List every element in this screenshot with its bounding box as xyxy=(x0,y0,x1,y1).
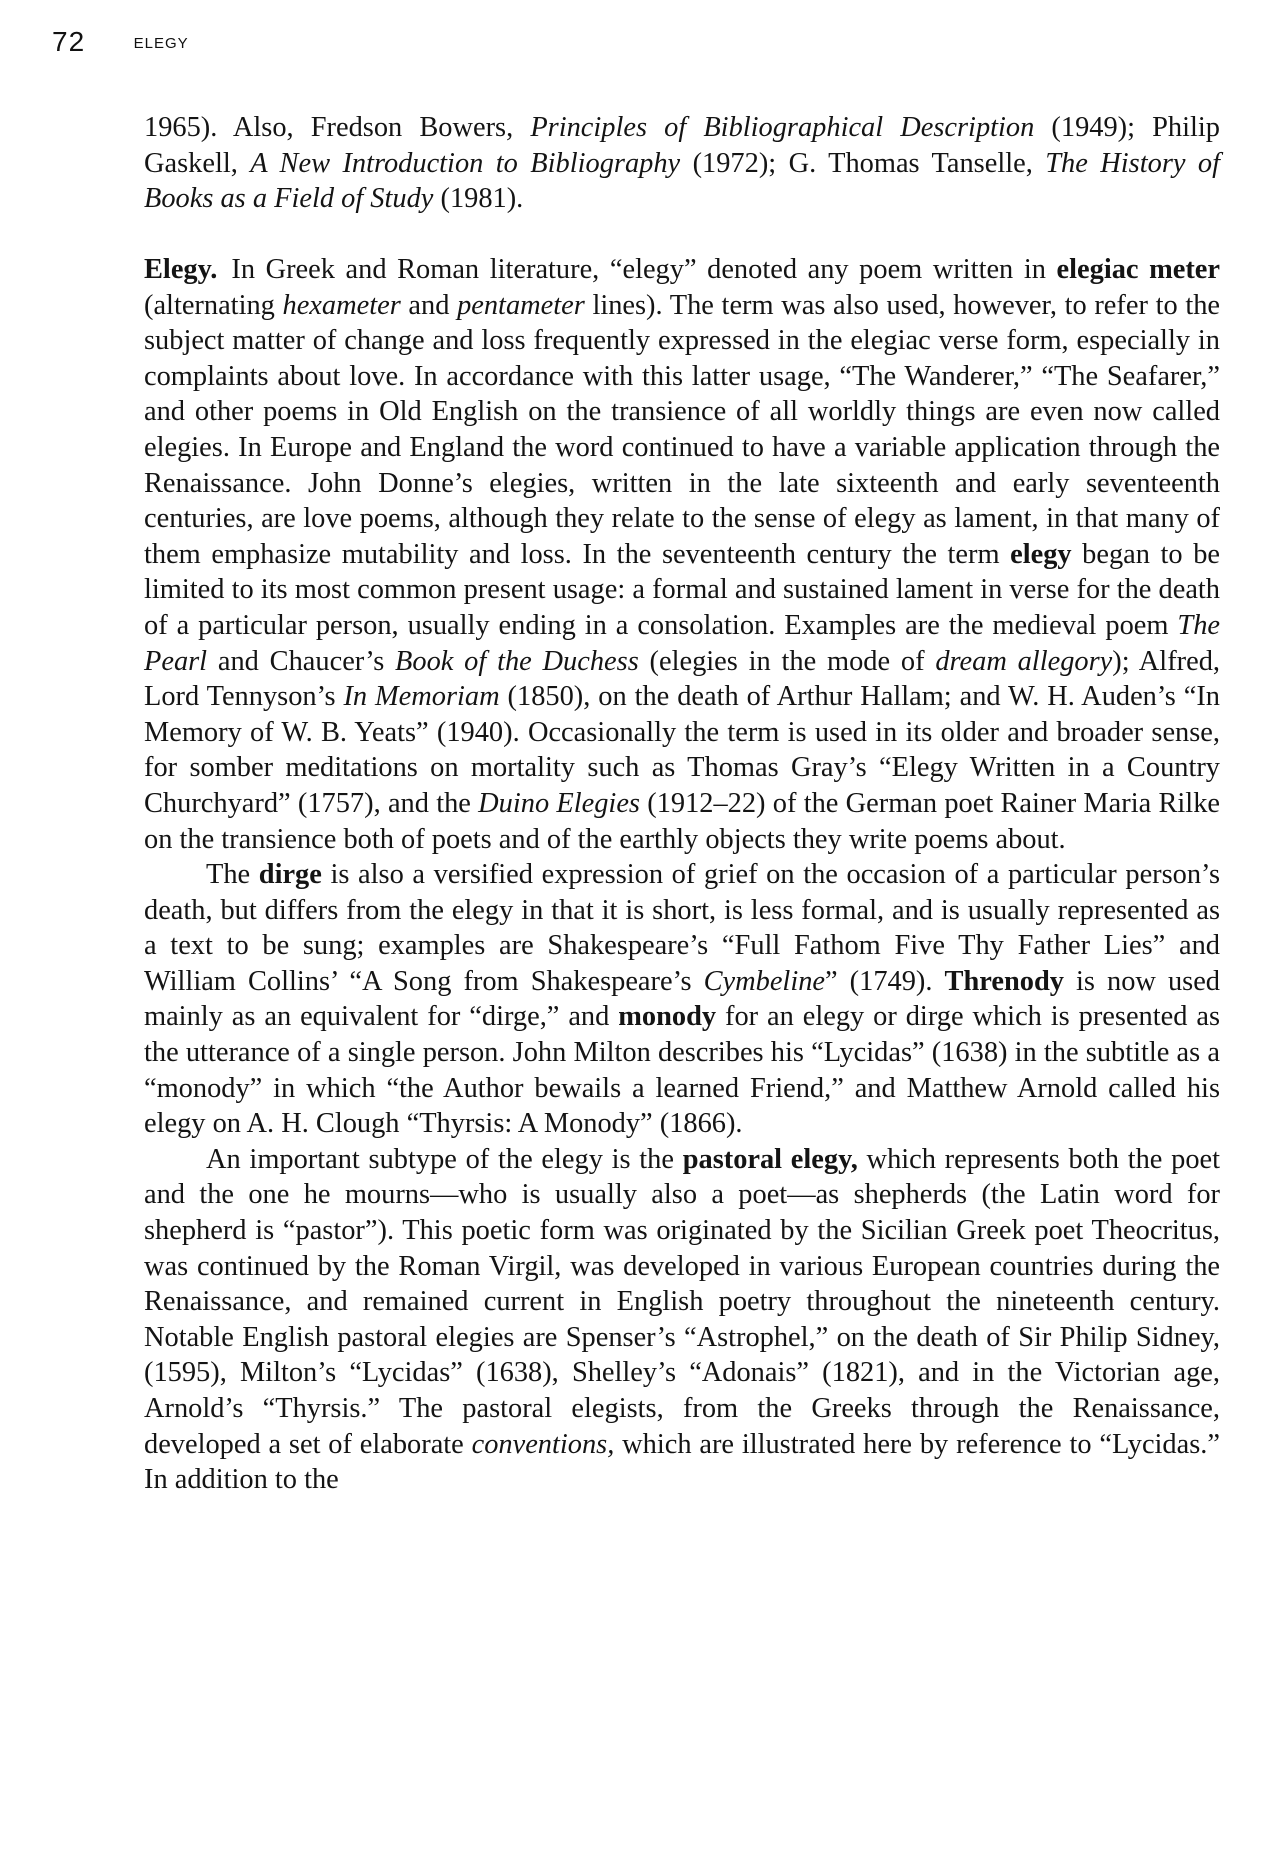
term-elegiac-meter: elegiac meter xyxy=(1056,254,1220,285)
entry-paragraph-1: Elegy. In Greek and Roman literature, “elegy” denoted any poem written in elegiac meter (alternating hexameter and pentameter lines). The term was also used, however, to refer to the subject matter of change and loss frequently expressed in the elegiac verse form, especially in complaints about love. In accordance with this latter usage, “The Wanderer,” “The Seafarer,” and other poems in Old English on the transience of all worldly things are even now called elegies. In Europe and England the word continued to have a variable application through the Renaissance. John Donne’s elegies, written in the late sixteenth and early seventeenth centuries, are love poems, although they relate to the sense of elegy as lament, in that many of them emphasize mutability and loss. In the seventeenth century the term elegy began to be limited to its most common present usage: a formal and sustained lament in verse for the death of a particular person, usually ending in a consolation. Examples are the medieval poem The Pearl and Chaucer’s Book of the Duchess (elegies in the mode of dream allegory); Alfred, Lord Tennyson’s In Memoriam (1850), on the death of Arthur Hallam; and W. H. Auden’s “In Memory of W. B. Yeats” (1940). Occasionally the term is used in its older and broader sense, for somber meditations on mortality such as Thomas Gray’s “Elegy Written in a Country Churchyard” (1757), and the Duino Elegies (1912–22) of the German poet Rainer Maria Rilke on the transience both of poets and of the earthly objects they write poems about. xyxy=(144,254,1221,855)
term-threnody: Threnody xyxy=(944,965,1064,997)
entry-paragraph-3: An important subtype of the elegy is the pastoral elegy, which represents both the poet and the one he mourns—who is usually also a poet—as shepherds (the Latin word for shepherd is “pastor”). This poetic form was originated by the Sicilian Greek poet Theocritus, was continued by the Roman Virgil, was developed in various European countries during the Renaissance, and remained current in English poetry throughout the nineteenth century. Notable English pastoral elegies are Spenser’s “Astrophel,” on the death of Sir Philip Sidney, (1595), Milton’s “Lycidas” (1638), Shelley’s “Adonais” (1821), and in the Victorian age, Arnold’s “Thyrsis.” The pastoral elegists, from the Greeks through the Renaissance, developed a set of elaborate conventions, which are illustrated here by reference to “Lycidas.” In addition to the xyxy=(144,1143,1220,1496)
running-head xyxy=(52,26,189,58)
elegy-entry xyxy=(144,252,1220,1498)
term-pastoral-elegy: pastoral elegy, xyxy=(682,1143,858,1175)
running-head-title: ELEGY xyxy=(133,35,189,52)
term-elegy: elegy xyxy=(1010,538,1072,570)
entry-headword: Elegy. xyxy=(144,254,218,285)
entry-paragraph-2: The dirge is also a versified expression of grief on the occasion of a particular person’s death, but differs from the elegy in that it is short, is less formal, and is usually represented as a text to be sung; examples are Shakespeare’s “Full Fathom Five Thy Father Lies” and William Collins’ “A Song from Shakespeare’s Cymbeline” (1749). Threnody is now used mainly as an equivalent for “dirge,” and monody for an elegy or dirge which is presented as the utterance of a single person. John Milton describes his “Lycidas” (1638) in the subtitle as a “monody” in which “the Author bewails a learned Friend,” and Matthew Arnold called his elegy on A. H. Clough “Thyrsis: A Monody” (1866). xyxy=(144,859,1221,1140)
term-dirge: dirge xyxy=(258,859,322,891)
page-number: 72 xyxy=(52,26,86,57)
term-monody: monody xyxy=(618,1001,717,1033)
carryover-paragraph: 1965). Also, Fredson Bowers, Principles of Bibliographical Description (1949); Philip Gaskell, A New Introduction to Bibliography (1972); G. Thomas Tanselle, The History of Books as a Field of Study (1981). xyxy=(144,112,1220,215)
